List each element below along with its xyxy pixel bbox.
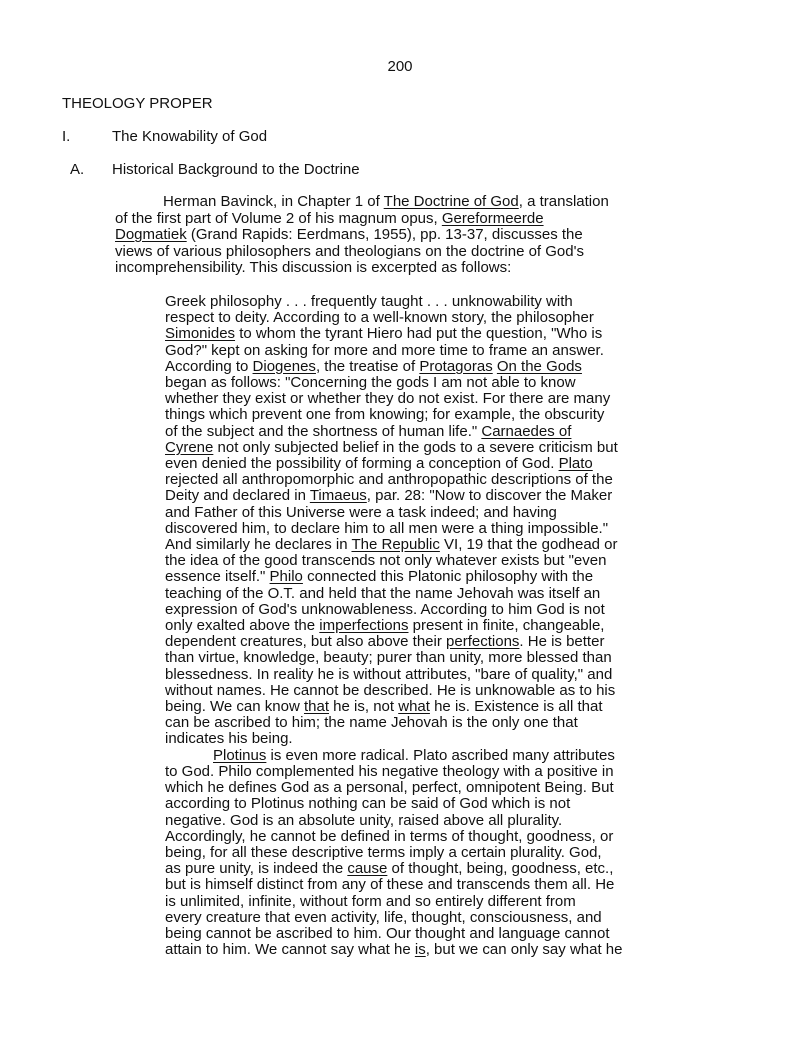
subsection-number: A. bbox=[70, 161, 85, 178]
text-line bbox=[165, 326, 715, 342]
subsection-title: Historical Background to the Doctrine bbox=[112, 161, 360, 178]
text-run: , the treatise of bbox=[315, 357, 420, 375]
text-line bbox=[165, 926, 715, 942]
text-line bbox=[165, 796, 715, 812]
text-run: Herman Bavinck, in Chapter 1 of bbox=[163, 193, 384, 210]
text-run: he is, not bbox=[329, 698, 399, 716]
page-number: 200 bbox=[387, 58, 413, 75]
text-line bbox=[165, 294, 715, 310]
text-line bbox=[165, 569, 715, 585]
text-run: can be ascribed to him; the name Jehovah is the only one that bbox=[165, 714, 578, 732]
text-line bbox=[165, 829, 715, 845]
text-line bbox=[165, 310, 715, 326]
intro-paragraph bbox=[115, 194, 690, 277]
underlined-reference: Protagoras bbox=[419, 357, 493, 375]
text-line bbox=[165, 715, 715, 731]
text-run: negative. God is an absolute unity, raised above all plurality. bbox=[165, 811, 563, 829]
text-run: things which prevent one from knowing; for example, the obscurity bbox=[165, 406, 605, 424]
text-line bbox=[165, 472, 715, 488]
text-line bbox=[165, 424, 715, 440]
text-line bbox=[165, 521, 715, 537]
text-line bbox=[115, 244, 690, 261]
text-line bbox=[165, 683, 715, 699]
text-line bbox=[165, 440, 715, 456]
text-run: teaching of the O.T. and held that the name Jehovah was itself an bbox=[165, 584, 601, 602]
text-line bbox=[165, 537, 715, 553]
text-run: he is. Existence is all that bbox=[429, 698, 603, 716]
underlined-reference: Timaeus bbox=[309, 487, 367, 505]
text-run: , a translation bbox=[518, 193, 609, 210]
text-run: discovered him, to declare him to all men were a thing impossible." bbox=[165, 519, 609, 537]
text-line bbox=[115, 194, 690, 211]
text-run: of the subject and the shortness of human life." bbox=[165, 422, 482, 440]
underlined-reference: cause bbox=[347, 860, 388, 878]
text-line bbox=[115, 227, 690, 244]
text-run: than virtue, knowledge, beauty; purer than unity, more blessed than bbox=[165, 649, 612, 667]
text-run: which he defines God as a personal, perfect, omnipotent Being. But bbox=[165, 779, 614, 797]
section-number: I. bbox=[62, 128, 71, 145]
text-run: the idea of the good transcends not only whatever exists but "even bbox=[165, 552, 607, 570]
text-run: respect to deity. According to a well-known story, the philosopher bbox=[165, 309, 594, 327]
text-line bbox=[165, 375, 715, 391]
text-run: attain to him. We cannot say what he bbox=[165, 941, 415, 959]
underlined-reference: Cyrene bbox=[165, 438, 214, 456]
text-line bbox=[165, 650, 715, 666]
text-run: every creature that even activity, life, thought, consciousness, and bbox=[165, 908, 602, 926]
text-run: but is himself distinct from any of these and transcends them all. He bbox=[165, 876, 615, 894]
block-quote bbox=[165, 294, 715, 958]
text-line bbox=[165, 877, 715, 893]
text-run: only exalted above the bbox=[165, 617, 320, 635]
underlined-reference: imperfections bbox=[319, 617, 409, 635]
text-line bbox=[165, 699, 715, 715]
text-line bbox=[165, 456, 715, 472]
text-run: Deity and declared in bbox=[165, 487, 310, 505]
underlined-reference: Plato bbox=[558, 455, 593, 473]
text-run: is unlimited, infinite, without form and so entirely different from bbox=[165, 892, 576, 910]
text-line bbox=[165, 488, 715, 504]
text-run: God?" kept on asking for more and more time to frame an answer. bbox=[165, 341, 604, 359]
text-run: (Grand Rapids: Eerdmans, 1955), pp. 13-37, discusses the bbox=[186, 226, 583, 243]
text-run: connected this Platonic philosophy with the bbox=[302, 568, 594, 586]
underlined-reference: what bbox=[398, 698, 430, 716]
text-run: present in finite, changeable, bbox=[408, 617, 605, 635]
text-line bbox=[165, 618, 715, 634]
text-run: being. We can know bbox=[165, 698, 304, 716]
text-run: , par. 28: "Now to discover the Maker bbox=[366, 487, 613, 505]
text-run: to whom the tyrant Hiero had put the question, "Who is bbox=[235, 325, 603, 343]
text-run: , but we can only say what he bbox=[425, 941, 623, 959]
text-run: according to Plotinus nothing can be said of God which is not bbox=[165, 795, 571, 813]
underlined-reference: The Doctrine of God bbox=[383, 193, 519, 210]
text-run: Accordingly, he cannot be defined in terms of thought, goodness, or bbox=[165, 827, 614, 845]
text-run: According to bbox=[165, 357, 253, 375]
text-line bbox=[165, 505, 715, 521]
text-line bbox=[165, 343, 715, 359]
text-line bbox=[165, 861, 715, 877]
text-line bbox=[115, 211, 690, 228]
text-line bbox=[165, 391, 715, 407]
underlined-reference: Diogenes bbox=[252, 357, 316, 375]
text-run: being cannot be ascribed to him. Our thought and language cannot bbox=[165, 924, 610, 942]
text-run: views of various philosophers and theologians on the doctrine of God's bbox=[115, 242, 584, 260]
text-run: whether they exist or whether they do not exist. For there are many bbox=[165, 390, 611, 408]
underlined-reference: Philo bbox=[269, 568, 303, 586]
text-line bbox=[165, 780, 715, 796]
underlined-reference: Simonides bbox=[165, 325, 236, 343]
underlined-reference: is bbox=[414, 941, 426, 959]
text-line bbox=[165, 910, 715, 926]
underlined-reference: The Republic bbox=[351, 536, 440, 554]
text-line bbox=[165, 731, 715, 747]
text-run: and Father of this Universe were a task indeed; and having bbox=[165, 503, 557, 521]
text-line bbox=[165, 667, 715, 683]
underlined-reference: that bbox=[303, 698, 330, 716]
text-run: VI, 19 that the godhead or bbox=[439, 536, 618, 554]
text-line bbox=[165, 634, 715, 650]
text-run: rejected all anthropomorphic and anthropopathic descriptions of the bbox=[165, 471, 613, 489]
underlined-reference: perfections bbox=[446, 633, 520, 651]
underlined-reference: Carnaedes of bbox=[481, 422, 572, 440]
underlined-reference: On the Gods bbox=[496, 357, 582, 375]
text-line bbox=[165, 586, 715, 602]
text-run: dependent creatures, but also above their bbox=[165, 633, 447, 651]
text-run: And similarly he declares in bbox=[165, 536, 352, 554]
text-run: blessedness. In reality he is without attributes, "bare of quality," and bbox=[165, 665, 613, 683]
text-run: incomprehensibility. This discussion is excerpted as follows: bbox=[115, 259, 512, 276]
text-run: essence itself." bbox=[165, 568, 270, 586]
text-line bbox=[165, 813, 715, 829]
text-line bbox=[165, 748, 715, 764]
text-run: . He is better bbox=[519, 633, 605, 651]
text-run: without names. He cannot be described. He is unknowable as to his bbox=[165, 681, 616, 699]
text-run: even denied the possibility of forming a conception of God. bbox=[165, 455, 559, 473]
underlined-reference: Gereformeerde bbox=[441, 209, 544, 227]
text-run: not only subjected belief in the gods to a severe criticism but bbox=[213, 438, 618, 456]
text-run: to God. Philo complemented his negative theology with a positive in bbox=[165, 762, 614, 780]
text-line bbox=[165, 894, 715, 910]
text-line bbox=[165, 359, 715, 375]
text-line bbox=[165, 407, 715, 423]
text-run: of thought, being, goodness, etc., bbox=[387, 860, 614, 878]
section-title: The Knowability of God bbox=[112, 128, 268, 145]
underlined-reference: Plotinus bbox=[213, 746, 267, 764]
text-line bbox=[165, 942, 715, 958]
text-run: is even more radical. Plato ascribed many attributes bbox=[266, 746, 615, 764]
text-run: as pure unity, is indeed the bbox=[165, 860, 348, 878]
text-run: expression of God's unknowableness. According to him God is not bbox=[165, 600, 605, 618]
underlined-reference: Dogmatiek bbox=[115, 226, 187, 243]
text-line bbox=[165, 845, 715, 861]
text-run: indicates his being. bbox=[165, 730, 293, 748]
text-run: Greek philosophy . . . frequently taught . . . unknowability with bbox=[165, 293, 573, 310]
text-line bbox=[165, 764, 715, 780]
page-title: THEOLOGY PROPER bbox=[62, 95, 213, 112]
text-run: began as follows: "Concerning the gods I am not able to know bbox=[165, 374, 576, 392]
text-line bbox=[165, 602, 715, 618]
text-line bbox=[165, 553, 715, 569]
text-run: being, for all these descriptive terms imply a certain plurality. God, bbox=[165, 843, 602, 861]
text-run: of the first part of Volume 2 of his magnum opus, bbox=[115, 209, 442, 227]
text-line bbox=[115, 260, 690, 277]
